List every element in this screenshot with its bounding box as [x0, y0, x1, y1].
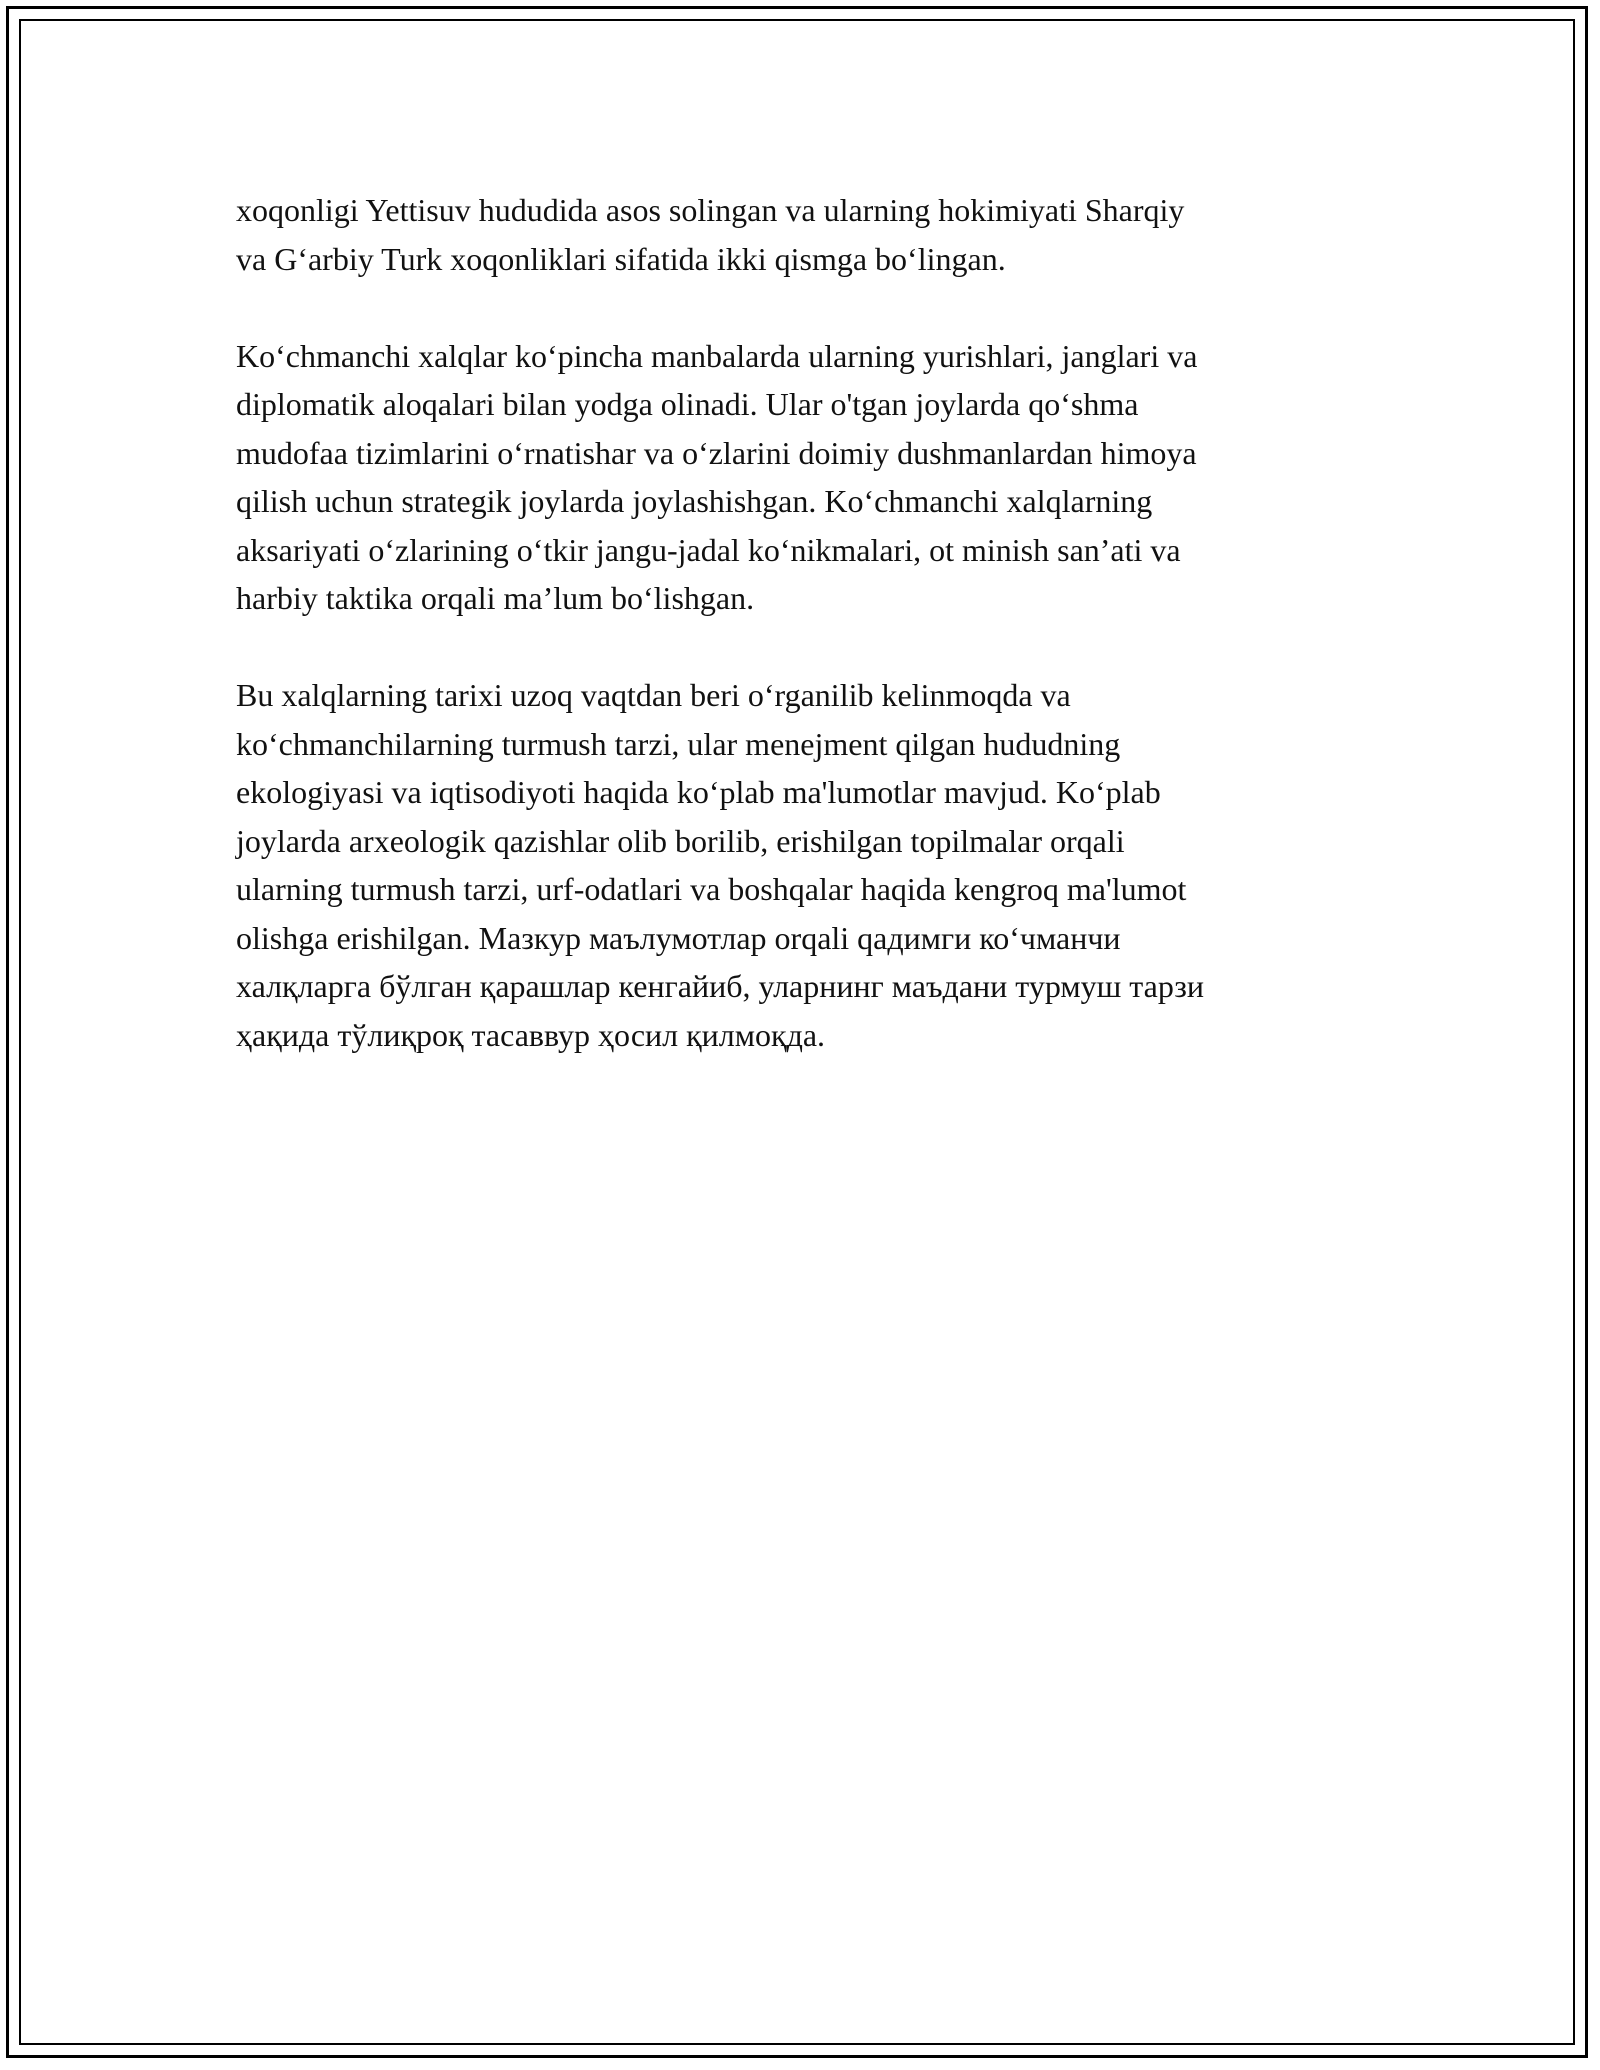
text-line: harbiy taktika orqali ma’lum bo‘lishgan.: [236, 580, 755, 616]
text-line: ko‘chmanchilarning turmush tarzi, ular menejment qilgan hududning: [236, 725, 1121, 762]
text-line: va G‘arbiy Turk xoqonliklari sifatida ikki qismga bo‘lingan.: [236, 240, 1006, 277]
text-line: халқларга бўлган қарашлар кенгайиб, уларнинг маъдани турмуш тарзи: [236, 968, 1204, 1004]
text-line: joylarda arxeologik qazishlar olib borilib, erishilgan topilmalar orqali: [236, 822, 1125, 859]
paragraph-1: [236, 186, 1371, 283]
text-line: ularning turmush tarzi, urf-odatlari va boshqalar haqida kengroq ma'lumot: [236, 871, 1187, 907]
text-line: qilish uchun strategik joylarda joylashishgan. Ko‘chmanchi xalqlarning: [236, 483, 1153, 519]
text-line: diplomatik aloqalari bilan yodga olinadi. Ular o'tgan joylarda qo‘shma: [236, 386, 1139, 422]
text-line: Ko‘chmanchi xalqlar ko‘pincha manbalarda ularning yurishlari, janglari va: [236, 337, 1198, 374]
document-body: [236, 186, 1371, 1108]
text-line: ҳақида тўлиқроқ тасаввур ҳосил қилмоқда.: [236, 1016, 826, 1053]
text-line: mudofaa tizimlarini o‘rnatishar va o‘zlarini doimiy dushmanlardan himoya: [236, 434, 1197, 471]
text-line: ekologiyasi va iqtisodiyoti haqida ko‘plab ma'lumotlar mavjud. Ko‘plab: [236, 774, 1161, 810]
paragraph-2: [236, 332, 1371, 623]
text-line: olishga erishilgan. Мазкур маълумотлар orqali qадимги ко‘чманчи: [236, 919, 1121, 956]
paragraph-3: [236, 671, 1371, 1059]
text-line: Bu xalqlarning tarixi uzoq vaqtdan beri o‘rganilib kelinmoqda va: [236, 677, 1071, 713]
text-line: xoqonligi Yettisuv hududida asos solingan va ularning hokimiyati Sharqiy: [236, 192, 1185, 228]
text-line: aksariyati o‘zlarining o‘tkir jangu-jadal ko‘nikmalari, ot minish san’ati va: [236, 531, 1181, 568]
